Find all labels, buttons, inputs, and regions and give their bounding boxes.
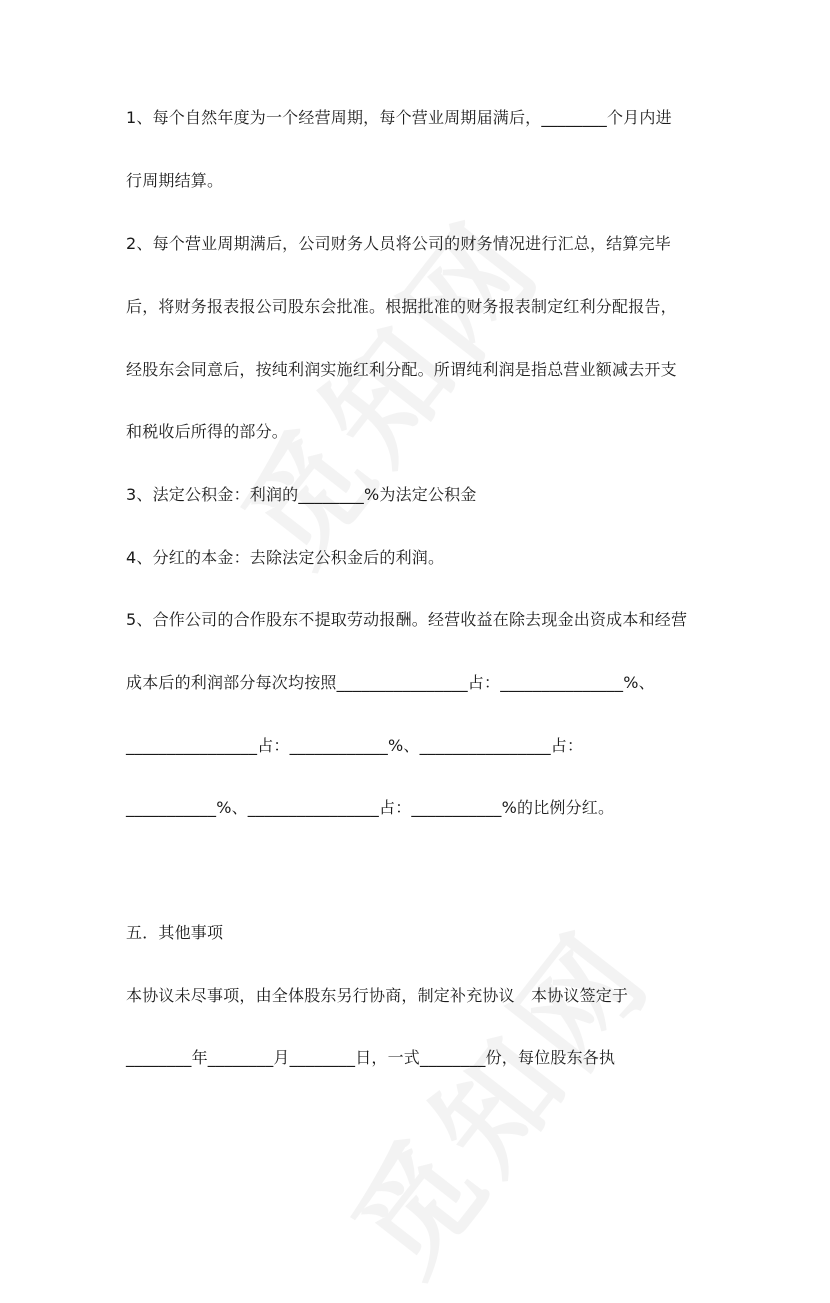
item-2-line-1: 2、每个营业周期满后，公司财务人员将公司的财务情况进行汇总，结算完毕 xyxy=(126,234,671,253)
item-5-line-1: 5、合作公司的合作股东不提取劳动报酬。经营收益在除去现金出资成本和经营 xyxy=(126,610,688,629)
item-2-line-4: 和税收后所得的部分。 xyxy=(126,422,289,441)
item-4: 4、分红的本金：去除法定公积金后的利润。 xyxy=(126,548,445,567)
closing-line-1: 本协议未尽事项，由全体股东另行协商，制定补充协议 本协议签定于 xyxy=(126,986,629,1005)
section-heading: 五．其他事项 xyxy=(126,923,224,942)
watermark xyxy=(307,889,683,1302)
item-5-line-3: ________________占：____________%、________________占： xyxy=(126,736,584,755)
item-1-line-2: 行周期结算。 xyxy=(126,171,224,190)
item-1-line-1: 1、每个自然年度为一个经营周期，每个营业周期届满后，________个月内进 xyxy=(126,108,672,127)
item-5-line-4: ___________%、________________占：___________%的比例分红。 xyxy=(126,798,615,817)
item-2-line-2: 后，将财务报表报公司股东会批准。根据批准的财务报表制定红利分配报告， xyxy=(126,297,677,316)
item-2-line-3: 经股东会同意后，按纯利润实施红利分配。所谓纯利润是指总营业额减去开支 xyxy=(126,360,677,379)
item-5-line-2: 成本后的利润部分每次均按照________________占：_______________%、 xyxy=(126,673,655,692)
closing-line-2: ________年________月________日，一式________份，每位股东各执 xyxy=(126,1048,616,1067)
item-3: 3、法定公积金：利润的________%为法定公积金 xyxy=(126,485,477,504)
